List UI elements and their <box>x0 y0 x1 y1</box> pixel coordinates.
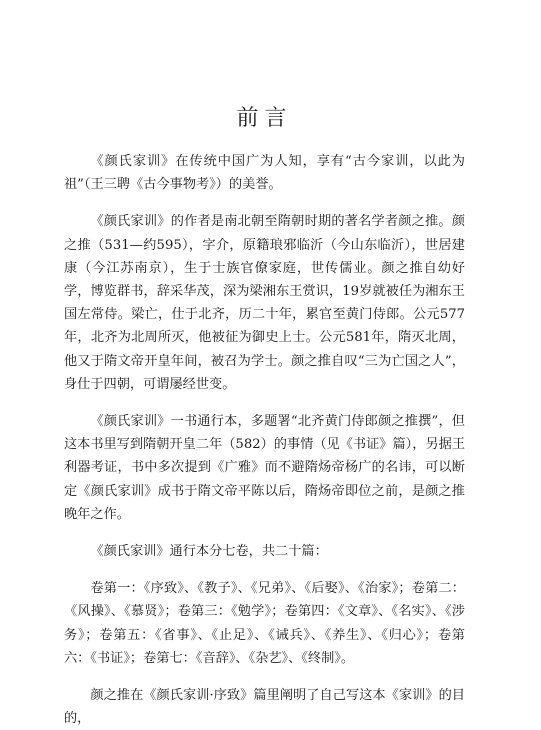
paragraph-dating: 《颜氏家训》一书通行本，多题署“北齐黄门侍郎颜之推撰”，但这本书里写到隋朝开皇二年（582）的事情（见《书证》篇），另据王利器考证，书中多次提到《广雅》而不避隋炀帝杨广的名讳，可以断定《颜氏家训》成书于隋文帝平陈以后，隋炀帝即位之前，是颜之推晚年之作。 <box>64 414 466 522</box>
paragraph-structure: 《颜氏家训》通行本分七卷，共二十篇： <box>90 544 328 560</box>
paragraph-author: 《颜氏家训》的作者是南北朝至隋朝时期的著名学者颜之推。颜之推（531—约595），字介，原籍琅邪临沂（今山东临沂），世居建康（今江苏南京），生于士族官僚家庭，世传儒业。颜之推自幼好学，博览群书，辞采华茂，深为梁湘东王赏识，19岁就被任为湘东王国左常侍。梁亡，仕于北齐，历二十年，累官至黄门侍郎。公元577年，北齐为北周所灭，他被征为御史上士。公元581年，隋灭北周，他又于隋文帝开皇年间，被召为学士。颜之推自叹“三为亡国之人”，身仕于四朝，可谓屡经世变。 <box>64 214 465 392</box>
document-body <box>64 150 465 730</box>
paragraph-purpose: 颜之推在《颜氏家训·序致》篇里阐明了自己写这本《家训》的目的， <box>64 688 465 727</box>
page-title: 前言 <box>236 106 293 131</box>
paragraph-intro: 《颜氏家训》在传统中国广为人知，享有“古今家训，以此为祖”（王三聘《古今事物考》）的美誉。 <box>64 154 465 193</box>
paragraph-chapter-list: 卷第一：《序致》、《教子》、《兄弟》、《后娶》、《治家》；卷第二：《风操》、《慕贤》；卷第三：《勉学》；卷第四：《文章》、《名实》、《涉务》；卷第五：《省事》、《止足》、《诫兵》、《养生》、《归心》；卷第六：《书证》；卷第七：《音辞》、《杂艺》、《终制》。 <box>64 581 465 666</box>
